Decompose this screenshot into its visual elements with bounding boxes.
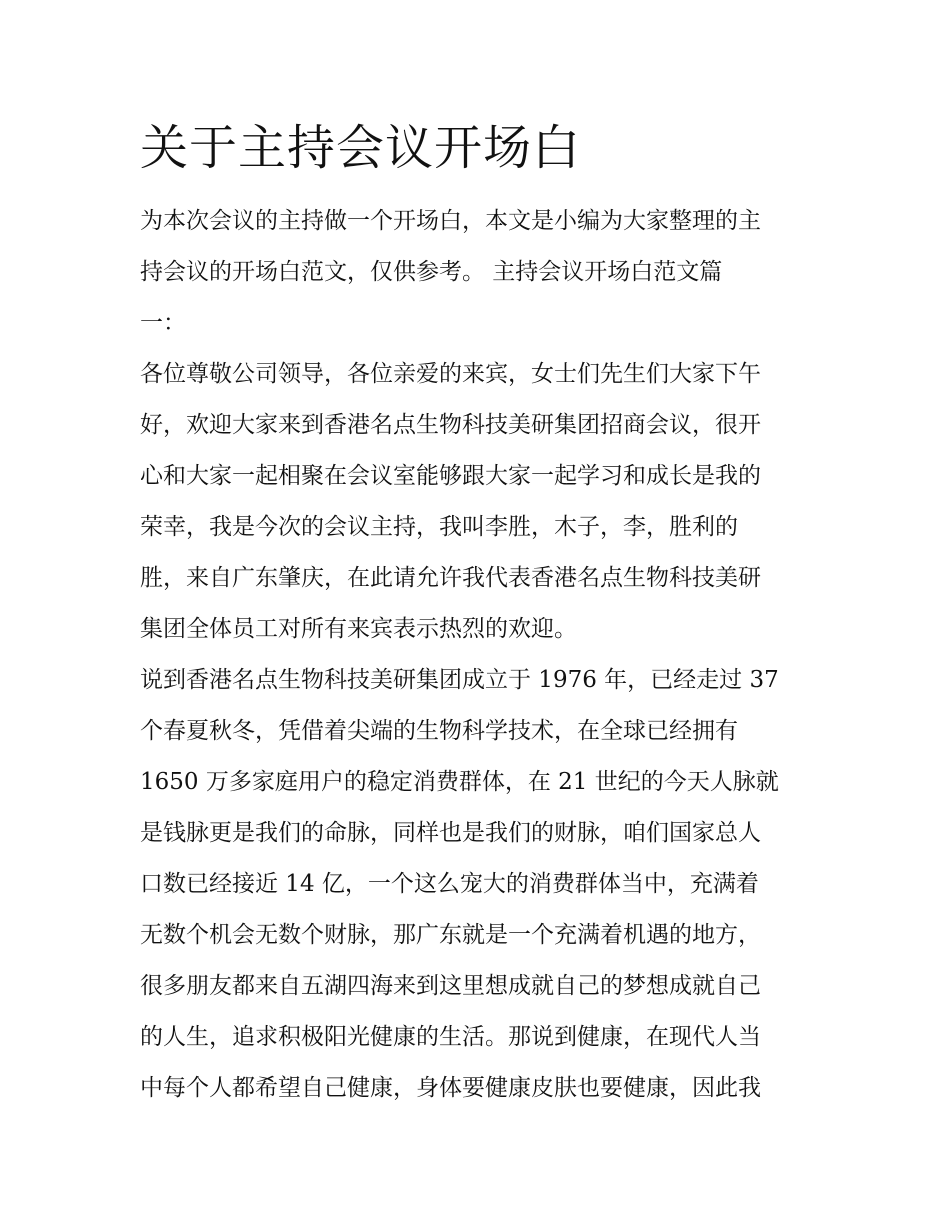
paragraph-line: 1650 万多家庭用户的稳定消费群体，在 21 世纪的今天人脉就 bbox=[140, 769, 779, 795]
paragraph-line: 一： bbox=[140, 310, 186, 336]
paragraph-line: 中每个人都希望自己健康，身体要健康皮肤也要健康，因此我 bbox=[140, 1075, 761, 1101]
paragraph-line: 心和大家一起相聚在会议室能够跟大家一起学习和成长是我的 bbox=[140, 463, 761, 489]
paragraph-line: 的人生，追求积极阳光健康的生活。那说到健康，在现代人当 bbox=[140, 1024, 761, 1050]
paragraph-line: 好，欢迎大家来到香港名点生物科技美研集团招商会议，很开 bbox=[140, 412, 761, 438]
paragraph-line: 口数已经接近 14 亿，一个这么宠大的消费群体当中，充满着 bbox=[140, 871, 759, 897]
paragraph-line: 个春夏秋冬，凭借着尖端的生物科学技术，在全球已经拥有 bbox=[140, 718, 738, 744]
document-title: 关于主持会议开场白 bbox=[140, 120, 582, 176]
paragraph-line: 无数个机会无数个财脉，那广东就是一个充满着机遇的地方， bbox=[140, 922, 761, 948]
paragraph-line: 很多朋友都来自五湖四海来到这里想成就自己的梦想成就自己 bbox=[140, 973, 761, 999]
paragraph-line: 是钱脉更是我们的命脉，同样也是我们的财脉，咱们国家总人 bbox=[140, 820, 761, 846]
paragraph-line: 为本次会议的主持做一个开场白，本文是小编为大家整理的主 bbox=[140, 208, 761, 234]
paragraph-line: 荣幸，我是今次的会议主持，我叫李胜，木子，李，胜利的 bbox=[140, 514, 738, 540]
paragraph-line: 各位尊敬公司领导，各位亲爱的来宾，女士们先生们大家下午 bbox=[140, 361, 761, 387]
paragraph-line: 持会议的开场白范文，仅供参考。 主持会议开场白范文篇 bbox=[140, 259, 723, 285]
paragraph-line: 集团全体员工对所有来宾表示热烈的欢迎。 bbox=[140, 616, 577, 642]
paragraph-line: 说到香港名点生物科技美研集团成立于 1976 年，已经走过 37 bbox=[140, 667, 779, 693]
paragraph-line: 胜，来自广东肇庆，在此请允许我代表香港名点生物科技美研 bbox=[140, 565, 761, 591]
